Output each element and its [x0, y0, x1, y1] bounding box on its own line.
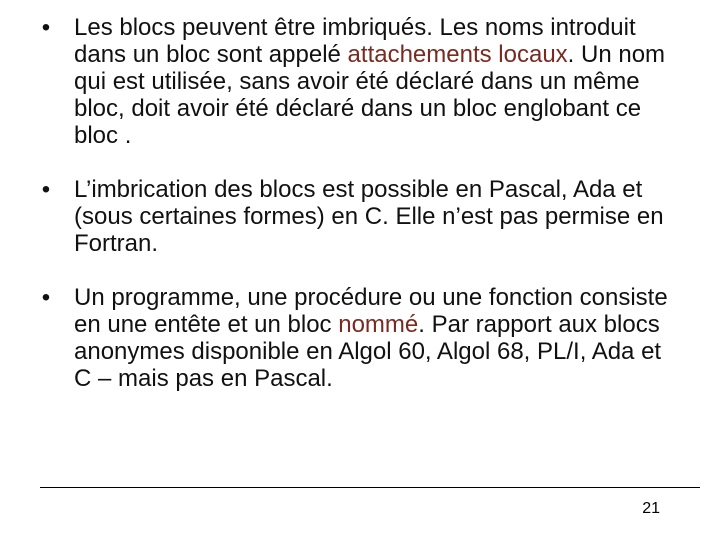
- highlight-term: attachements locaux: [347, 41, 568, 68]
- bullet-item-imbrication: [34, 176, 684, 257]
- bullet-marker: •: [41, 284, 51, 311]
- slide-content: [34, 14, 684, 392]
- page-number: 21: [642, 500, 660, 517]
- bullet-text: L’imbrication des blocs est possible en Pascal, Ada et (sous certaines formes) en C. Elle n’est pas permise en Fortran.: [74, 176, 664, 257]
- bullet-text: . Par rapport aux blocs anonymes disponible en Algol 60, Algol 68, PL/I, Ada et C – mais pas en Pascal.: [74, 311, 662, 392]
- bullet-text: Les blocs peuvent être imbriqués. Les noms introduit dans un bloc sont appelé: [74, 14, 636, 68]
- bullet-marker: •: [41, 176, 51, 203]
- footer-divider: [40, 487, 700, 488]
- bullet-item-blocs-imbriques: [34, 14, 684, 149]
- bullet-marker: •: [41, 14, 51, 41]
- bullet-text: Un programme, une procédure ou une fonction consiste en une entête et un bloc: [74, 284, 668, 338]
- bullet-text: . Un nom qui est utilisée, sans avoir été déclaré dans un même bloc, doit avoir été déclaré dans un bloc englobant ce bloc .: [74, 41, 666, 149]
- bullet-item-programme: [34, 284, 684, 392]
- highlight-term: nommé: [338, 311, 419, 338]
